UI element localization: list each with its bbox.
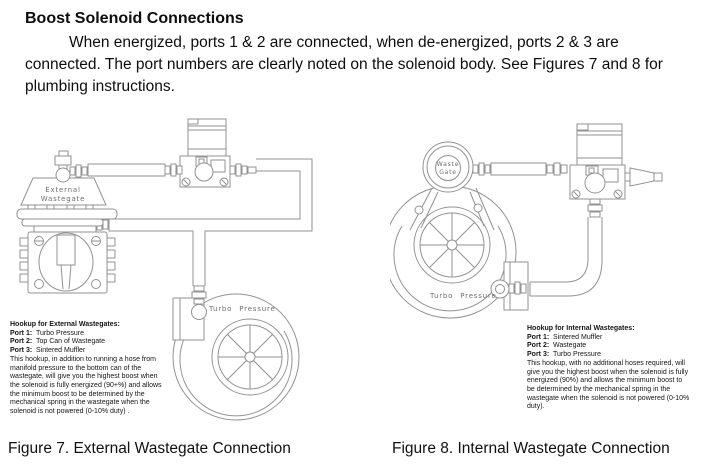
port-line: Port 3: Sintered Muffler bbox=[10, 347, 86, 355]
port-line: Port 2: Wastegate bbox=[527, 342, 587, 350]
external-wastegate-label-line2: Wastegate bbox=[40, 195, 86, 203]
page-title: Boost Solenoid Connections bbox=[25, 10, 244, 27]
hookup-body-text: This hookup, in addition to running a hose from manifold pressure to the bottom can of the wastegate, will give you the highest boost when the solenoid is fully energized (90+%) and allows the minimum boost to be determined by the mechanical spring in the wastegate when the solenoid is not powered (0-10% duty) . bbox=[10, 355, 162, 416]
hookup-note-external bbox=[10, 321, 162, 417]
wastegate-label-line2: Gate bbox=[439, 169, 457, 176]
turbo-pressure-label: Turbo Pressure bbox=[209, 305, 276, 313]
figure7-caption: Figure 7. External Wastegate Connection bbox=[8, 440, 291, 457]
hookup-note-internal bbox=[527, 325, 691, 412]
hose-actuator-to-solenoid bbox=[473, 163, 567, 175]
boost-solenoid bbox=[165, 119, 256, 187]
external-wastegate-label-line1: External bbox=[45, 186, 81, 194]
hookup-body-text: This hookup, with no additional hoses required, will give you the highest boost when the solenoid is fully energized (90%) and allows the minimum boost to be determined by the mechanical spring in the wastegate when the solenoid is not powered (0-10% duty). bbox=[527, 359, 690, 411]
hookup-heading: Hookup for External Wastegates: bbox=[10, 321, 120, 328]
turbo-pressure-label: Turbo Pressure bbox=[430, 292, 497, 300]
port-line: Port 2: Top Can of Wastegate bbox=[10, 338, 106, 346]
boost-solenoid bbox=[570, 124, 662, 217]
sintered-muffler bbox=[630, 168, 654, 186]
hookup-heading: Hookup for Internal Wastegates: bbox=[527, 325, 635, 332]
port-line: Port 1: Sintered Muffler bbox=[527, 333, 603, 341]
wastegate-label-line1: Waste bbox=[436, 161, 460, 168]
hose-wastegate-to-solenoid bbox=[88, 164, 165, 176]
port-line: Port 3: Turbo Pressure bbox=[527, 351, 601, 359]
figure8-caption: Figure 8. Internal Wastegate Connection bbox=[392, 440, 670, 457]
port-line: Port 1: Turbo Pressure bbox=[10, 329, 84, 337]
intro-paragraph: When energized, ports 1 & 2 are connected, when de-energized, ports 2 & 3 are connected. The port numbers are clearly noted on the solenoid body. See Figures 7 and 8 for plumbing instructions. bbox=[25, 34, 663, 95]
